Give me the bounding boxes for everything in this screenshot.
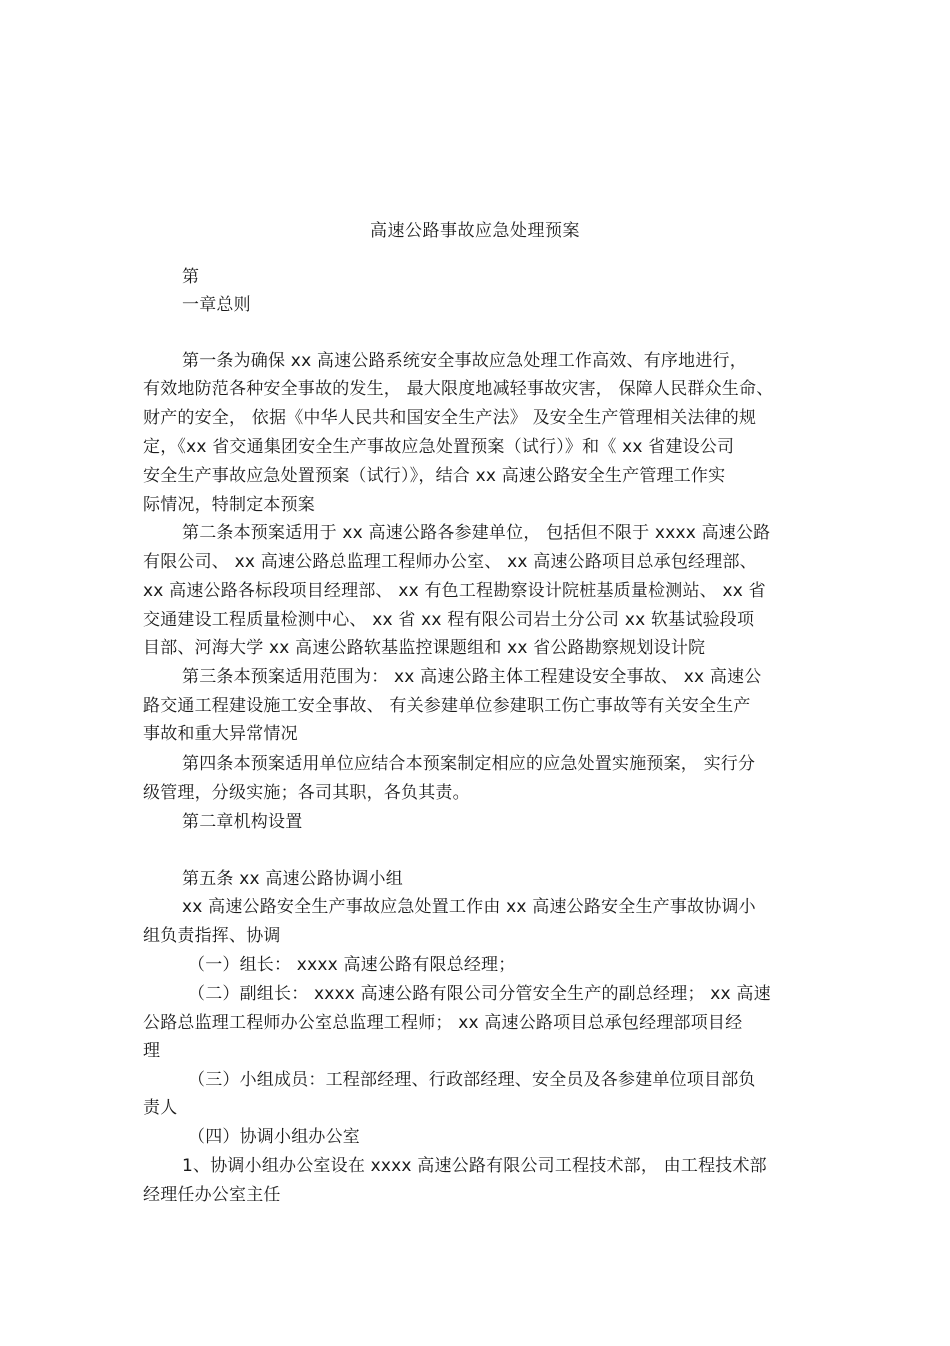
paragraph-line: 有限公司、 xx 高速公路总监理工程师办公室、 xx 高速公路项目总承包经理部、 (143, 552, 757, 572)
paragraph-line: 第一条为确保 xx 高速公路系统安全事故应急处理工作高效、有序地进行， (182, 351, 747, 371)
chapter-heading-line: 一章总则 (182, 295, 251, 315)
paragraph-line: 目部、河海大学 xx 高速公路软基监控课题组和 xx 省公路勘察规划设计院 (143, 638, 706, 658)
paragraph-line: 第二条本预案适用于 xx 高速公路各参建单位， 包括但不限于 xxxx 高速公路 (182, 523, 771, 543)
paragraph-line: 第三条本预案适用范围为： xx 高速公路主体工程建设安全事故、 xx 高速公 (182, 667, 762, 687)
document-title: 高速公路事故应急处理预案 (370, 221, 580, 241)
paragraph-line: 第四条本预案适用单位应结合本预案制定相应的应急处置实施预案， 实行分 (182, 754, 756, 774)
paragraph-line: 第五条 xx 高速公路协调小组 (182, 869, 403, 889)
chapter-heading-line: 第二章机构设置 (182, 812, 303, 832)
paragraph-line: （一）组长： xxxx 高速公路有限总经理； (188, 955, 516, 975)
paragraph-line: 责人 (143, 1098, 178, 1118)
paragraph-line: 经理任办公室主任 (143, 1185, 281, 1205)
paragraph-line: 定，《xx 省交通集团安全生产事故应急处置预案（试行）》和《 xx 省建设公司 (143, 437, 735, 457)
paragraph-line: 事故和重大异常情况 (143, 724, 298, 744)
paragraph-line: 财产的安全， 依据《中华人民共和国安全生产法》 及安全生产管理相关法律的规 (143, 408, 757, 428)
paragraph-line: （四）协调小组办公室 (188, 1127, 360, 1147)
paragraph-line: （三）小组成员：工程部经理、行政部经理、安全员及各参建单位项目部负 (188, 1070, 756, 1090)
paragraph-line: xx 高速公路安全生产事故应急处置工作由 xx 高速公路安全生产事故协调小 (182, 897, 756, 917)
paragraph-line: 组负责指挥、协调 (143, 926, 281, 946)
paragraph-line: xx 高速公路各标段项目经理部、 xx 有色工程勘察设计院桩基质量检测站、 xx 省 (143, 581, 766, 601)
paragraph-line: 级管理，分级实施；各司其职，各负其责。 (143, 783, 470, 803)
paragraph-line: 1、协调小组办公室设在 xxxx 高速公路有限公司工程技术部， 由工程技术部 (182, 1156, 767, 1176)
paragraph-line: 交通建设工程质量检测中心、 xx 省 xx 程有限公司岩土分公司 xx 软基试验段项 (143, 610, 755, 630)
paragraph-line: 公路总监理工程师办公室总监理工程师； xx 高速公路项目总承包经理部项目经 (143, 1013, 743, 1033)
paragraph-line: 际情况，特制定本预案 (143, 495, 315, 515)
paragraph-line: 安全生产事故应急处置预案（试行）》，结合 xx 高速公路安全生产管理工作实 (143, 466, 726, 486)
paragraph-line: 路交通工程建设施工安全事故、 有关参建单位参建职工伤亡事故等有关安全生产 (143, 696, 751, 716)
chapter-heading-line: 第 (182, 267, 200, 287)
paragraph-line: （二）副组长： xxxx 高速公路有限公司分管安全生产的副总经理； xx 高速 (188, 984, 771, 1004)
paragraph-line: 理 (143, 1041, 161, 1061)
paragraph-line: 有效地防范各种安全事故的发生， 最大限度地减轻事故灾害， 保障人民群众生命、 (143, 379, 774, 399)
